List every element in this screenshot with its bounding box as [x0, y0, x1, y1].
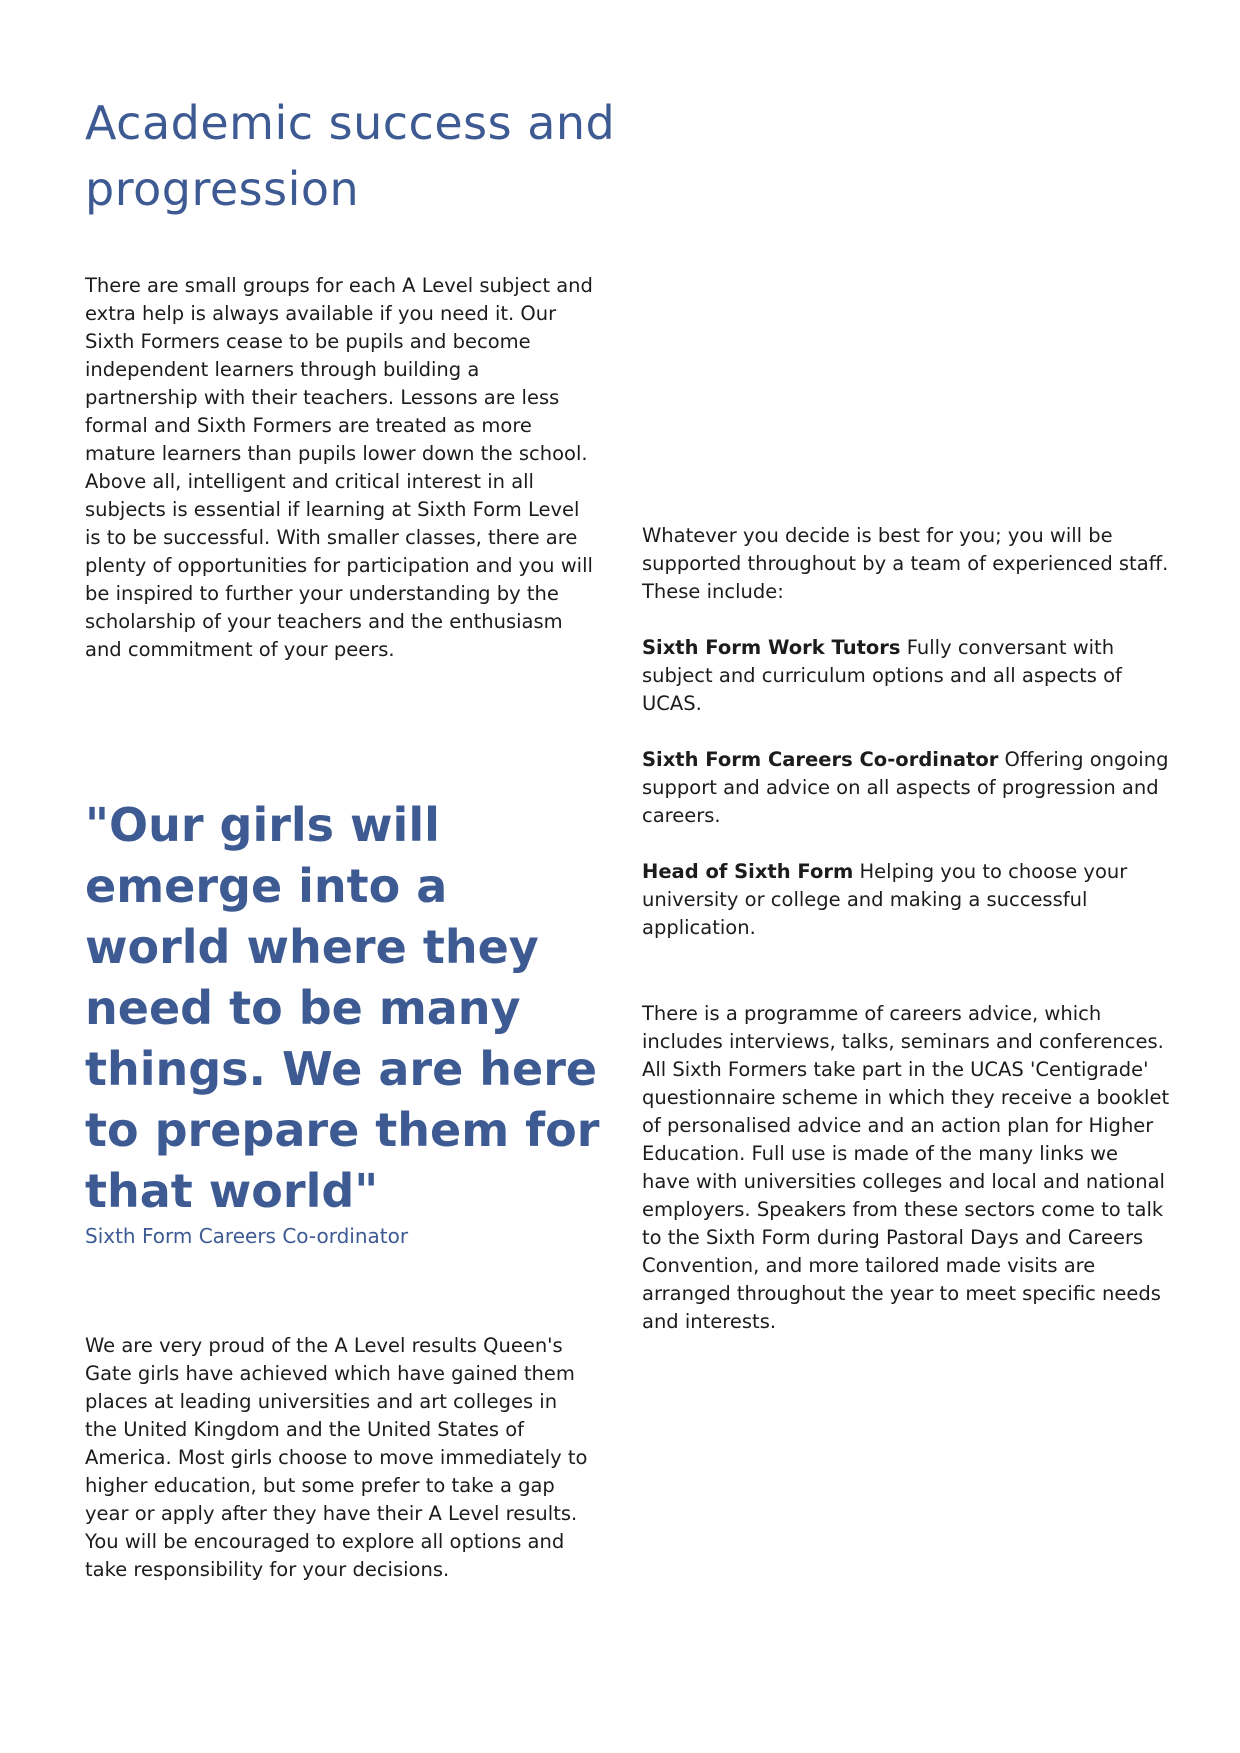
staff-role: Head of Sixth Form — [642, 860, 854, 883]
intro-paragraph: There are small groups for each A Level subject and extra help is always available if you need it. Our Sixth Formers cease to be pupils and become independent learners through building a partnership with their teachers. Lessons are less formal and Sixth Formers are treated as more mature learners than pupils lower down the school. Above all, intelligent and critical interest in all subjects is essential if learning at Sixth Form Level is to be successful. With smaller classes, there are plenty of opportunities for participation and you will be inspired to further your understanding by the scholarship of your teachers and the enthusiasm and commitment of your peers. — [85, 274, 593, 661]
page-title: Academic success and progression — [85, 96, 616, 216]
staff-item-careers-coordinator — [642, 746, 1172, 830]
staff-description: Helping you to choose your university or college and making a successful application. — [642, 860, 1128, 939]
quote-attribution: Sixth Form Careers Co-ordinator — [85, 1224, 409, 1248]
staff-item-work-tutors — [642, 634, 1172, 718]
staff-description: Fully conversant with subject and curriculum options and all aspects of UCAS. — [642, 636, 1122, 715]
results-paragraph: We are very proud of the A Level results Queen's Gate girls have achieved which have gained them places at leading universities and art colleges in the United Kingdom and the United States of America. Most girls choose to move immediately to higher education, but some prefer to take a gap year or apply after they have their A Level results. You will be encouraged to explore all options and take responsibility for your decisions. — [85, 1334, 588, 1581]
staff-role: Sixth Form Work Tutors — [642, 636, 901, 659]
staff-role: Sixth Form Careers Co-ordinator — [642, 748, 999, 771]
staff-description: Offering ongoing support and advice on all aspects of progression and careers. — [642, 748, 1169, 827]
careers-programme-paragraph: There is a programme of careers advice, which includes interviews, talks, seminars and conferences. All Sixth Formers take part in the UCAS 'Centigrade' questionnaire scheme in which they receive a booklet of personalised advice and an action plan for Higher Education. Full use is made of the many links we have with universities colleges and local and national employers. Speakers from these sectors come to talk to the Sixth Form during Pastoral Days and Careers Convention, and more tailored made visits are arranged throughout the year to meet specific needs and interests. — [642, 1002, 1170, 1333]
pull-quote: "Our girls will emerge into a world where they need to be many things. We are here to prepare them for that world" — [85, 798, 600, 1218]
support-intro-paragraph: Whatever you decide is best for you; you will be supported throughout by a team of experienced staff. These include: — [642, 524, 1169, 603]
staff-item-head-of-sixth-form — [642, 858, 1172, 942]
